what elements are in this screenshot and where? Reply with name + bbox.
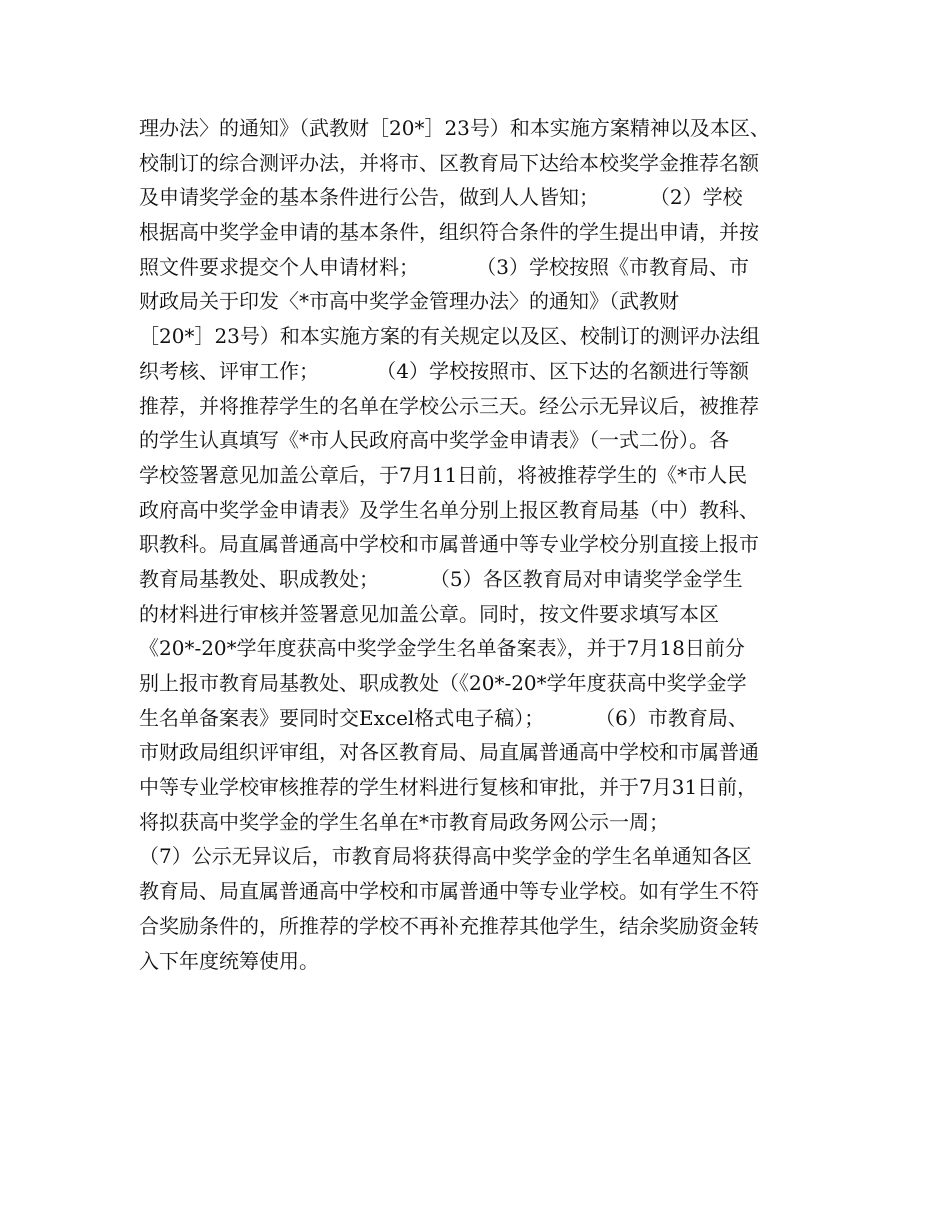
text-line: 织考核、评审工作； （4）学校按照市、区下达的名额进行等额 — [139, 358, 749, 383]
text-line: 理办法〉的通知》（武教财［20*］23号）和本实施方案精神以及本区、 — [139, 116, 770, 140]
text-line: 照文件要求提交个人申请材料； （3）学校按照《市教育局、市 — [139, 254, 749, 279]
text-line: 的学生认真填写《*市人民政府高中奖学金申请表》（一式二份）。各 — [139, 428, 729, 453]
text-line: 合奖励条件的，所推荐的学校不再补充推荐其他学生，结余奖励资金转 — [139, 913, 759, 938]
text-line: 推荐，并将推荐学生的名单在学校公示三天。经公示无异议后，被推荐 — [139, 393, 759, 418]
text-line: 生名单备案表》要同时交Excel格式电子稿）； （6）市教育局、 — [139, 705, 748, 730]
text-line: 学校签署意见加盖公章后，于7月11日前，将被推荐学生的《*市人民 — [139, 462, 748, 487]
text-line: 校制订的综合测评办法，并将市、区教育局下达给本校奖学金推荐名额 — [139, 150, 759, 175]
text-line: 政府高中奖学金申请表》及学生名单分别上报区教育局基（中）教科、 — [139, 497, 759, 522]
body-text — [139, 111, 839, 978]
text-line: （7）公示无异议后，市教育局将获得高中奖学金的学生名单通知各区 — [139, 844, 752, 869]
text-line: 入下年度统筹使用。 — [139, 948, 319, 973]
text-line: 市财政局组织评审组，对各区教育局、局直属普通高中学校和市属普通 — [139, 740, 759, 765]
text-line: 的材料进行审核并签署意见加盖公章。同时，按文件要求填写本区 — [139, 601, 719, 626]
text-line: 财政局关于印发〈*市高中奖学金管理办法〉的通知》（武教财 — [139, 289, 679, 314]
text-line: 《20*-20*学年度获高中奖学金学生名单备案表》，并于7月18日前分 — [139, 636, 745, 661]
text-line: 中等专业学校审核推荐的学生材料进行复核和审批，并于7月31日前， — [139, 775, 758, 800]
text-line: ［20*］23号）和本实施方案的有关规定以及区、校制订的测评办法组 — [139, 324, 760, 349]
text-line: 别上报市教育局基教处、职成教处（《20*-20*学年度获高中奖学金学 — [139, 671, 747, 695]
text-line: 教育局基教处、职成教处； （5）各区教育局对申请奖学金学生 — [139, 566, 743, 591]
text-line: 将拟获高中奖学金的学生名单在*市教育局政务网公示一周； — [139, 809, 669, 834]
text-line: 及申请奖学金的基本条件进行公告，做到人人皆知； （2）学校 — [139, 185, 743, 210]
text-line: 根据高中奖学金申请的基本条件，组织符合条件的学生提出申请，并按 — [139, 220, 759, 245]
text-line: 教育局、局直属普通高中学校和市属普通中等专业学校。如有学生不符 — [139, 879, 759, 904]
text-line: 职教科。局直属普通高中学校和市属普通中等专业学校分别直接上报市 — [139, 532, 759, 557]
